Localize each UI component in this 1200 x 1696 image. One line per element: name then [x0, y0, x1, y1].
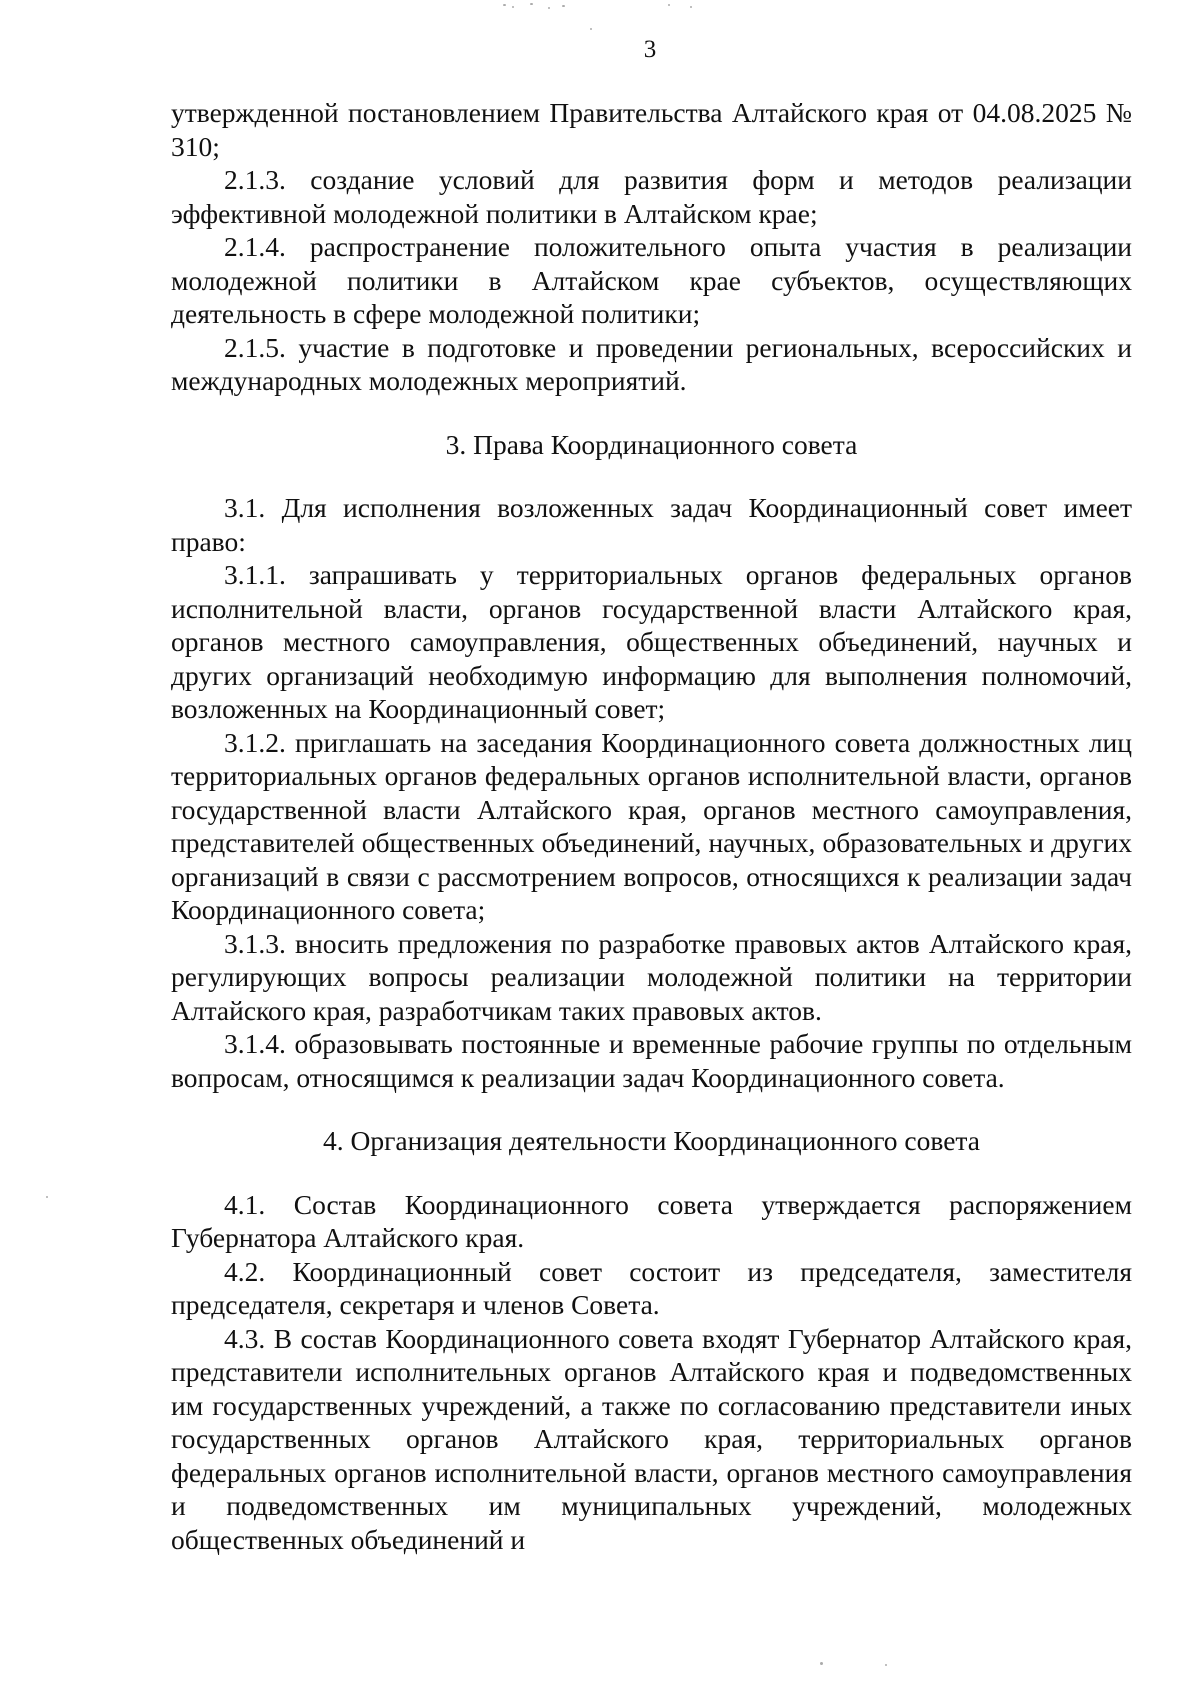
paragraph-3-1: 3.1. Для исполнения возложенных задач Координационный совет имеет право: — [171, 492, 1132, 557]
scan-speck — [820, 1662, 823, 1665]
paragraph-3-1-4: 3.1.4. образовывать постоянные и временные рабочие группы по отдельным вопросам, относящимся к реализации задач Координационного совета. — [171, 1028, 1132, 1093]
scan-speck — [46, 1196, 48, 1198]
section-heading-4: 4. Организация деятельности Координационного совета — [323, 1125, 980, 1156]
scan-speck — [548, 7, 550, 9]
document-body — [171, 96, 1132, 1556]
paragraph-4-2: 4.2. Координационный совет состоит из председателя, заместителя председателя, секретаря и членов Совета. — [171, 1255, 1132, 1320]
scan-speck — [512, 6, 514, 8]
paragraph-3-1-2: 3.1.2. приглашать на заседания Координационного совета должностных лиц территориальных органов федеральных органов исполнительной власти, органов государственной власти Алтайского края, органов местного самоуправления, представителей общественных объединений, научных, образовательных и других организаций в связи с рассмотрением вопросов, относящихся к реализации задач Координационного совета; — [171, 726, 1132, 925]
scan-speck — [690, 6, 692, 8]
scan-speck — [530, 3, 533, 5]
paragraph-2-1-4: 2.1.4. распространение положительного опыта участия в реализации молодежной политики в Алтайском крае субъектов, осуществляющих деятельность в сфере молодежной политики; — [171, 231, 1132, 329]
section-heading-3: 3. Права Координационного совета — [445, 428, 858, 460]
paragraph-2-1-3: 2.1.3. создание условий для развития форм и методов реализации эффективной молодежной политики в Алтайском крае; — [171, 164, 1132, 229]
scan-speck — [503, 4, 506, 6]
paragraph-2-1-5: 2.1.5. участие в подготовке и проведении региональных, всероссийских и международных молодежных мероприятий. — [171, 331, 1132, 396]
paragraph-4-1: 4.1. Состав Координационного совета утверждается распоряжением Губернатора Алтайского края. — [171, 1188, 1132, 1253]
paragraph-continuation: утвержденной постановлением Правительства Алтайского края от 04.08.2025 № 310; — [171, 97, 1132, 162]
paragraph-3-1-3: 3.1.3. вносить предложения по разработке правовых актов Алтайского края, регулирующих вопросы реализации молодежной политики на территории Алтайского края, разработчикам таких правовых актов. — [171, 927, 1132, 1026]
page-number: 3 — [643, 36, 657, 63]
scan-speck — [668, 4, 670, 6]
paragraph-4-3: 4.3. В состав Координационного совета входят Губернатор Алтайского края, представители исполнительных органов Алтайского края и подведомственных им государственных учреждений, а также по согласованию представители иных государственных органов Алтайского края, территориальных органов федеральных органов исполнительной власти, органов местного самоуправления и подведомственных им муниципальных учреждений, молодежных общественных объединений и — [171, 1322, 1132, 1555]
scan-speck — [562, 5, 565, 7]
scan-speck — [885, 1664, 887, 1666]
paragraph-3-1-1: 3.1.1. запрашивать у территориальных органов федеральных органов исполнительной власти, органов государственной власти Алтайского края, органов местного самоуправления, общественных объединений, научных и других организаций необходимую информацию для выполнения полномочий, возложенных на Координационный совет; — [171, 559, 1132, 724]
scan-speck — [590, 28, 592, 30]
